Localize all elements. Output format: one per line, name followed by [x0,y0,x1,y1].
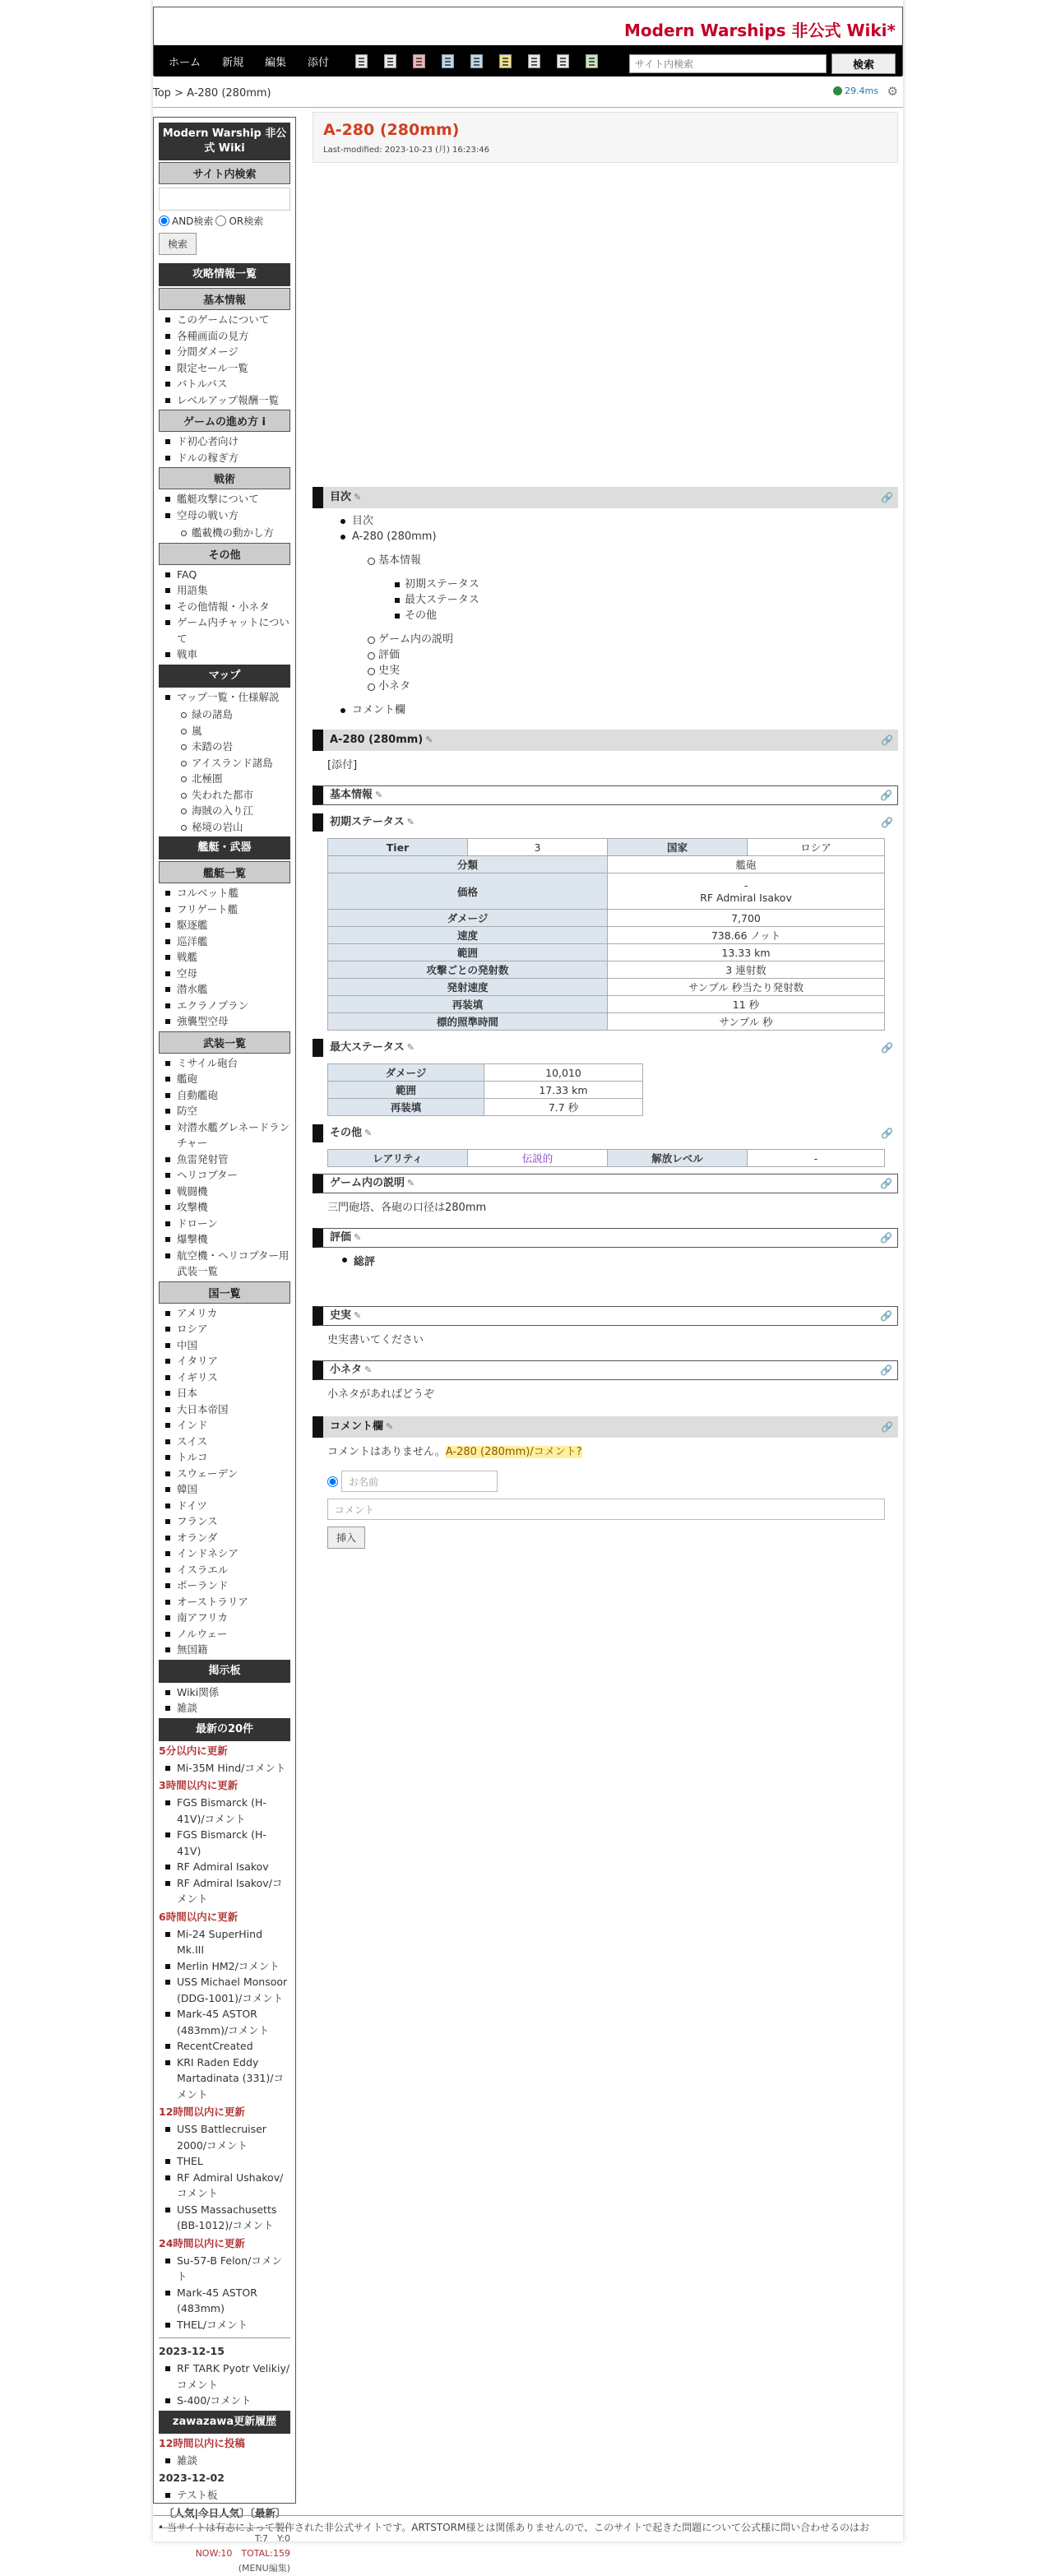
sidebar-link[interactable]: マップ一覧・仕様解説 [159,689,290,706]
sidebar-link[interactable]: 魚雷発射管 [159,1151,290,1168]
board-list [159,1684,290,1717]
sidebar-link[interactable]: 強襲型空母 [159,1013,290,1030]
sidebar-link[interactable]: イスラエル [159,1562,290,1578]
edit-pencil-icon[interactable]: ✎ [407,1178,415,1188]
sidebar-link[interactable]: 用語集 [159,582,290,599]
sidebar-link[interactable]: フリゲート艦 [159,901,290,918]
ship-list [159,885,290,1030]
sidebar-link[interactable]: 戦艦 [159,949,290,966]
edit-pencil-icon[interactable]: ✎ [375,790,383,800]
sidebar-link[interactable]: ヘリコプター [159,1167,290,1184]
sidebar-link[interactable]: アイスランド諸島 [159,755,290,771]
recent-group-label: 5分以内に更新 [159,1744,228,1757]
stat-value: サンプル 秒当たり発射数 [608,979,885,996]
sidebar-link[interactable]: 緑の諸島 [159,707,290,723]
zawa-date-list [159,2487,290,2504]
recent-link[interactable]: FGS Bismarck (H-41V) [159,1827,290,1859]
sidebar-link[interactable]: トルコ [159,1449,290,1466]
stat-value: サンプル 秒 [608,1013,885,1031]
link-icon[interactable]: 🔗 [881,1128,893,1139]
basic-heading: 基本情報 ✎ 🔗 [313,785,898,805]
nav-edit[interactable]: 編集 [265,56,287,69]
link-icon[interactable]: 🔗 [881,1042,893,1054]
edit-pencil-icon[interactable]: ✎ [364,1364,373,1375]
table-row [328,873,885,910]
recent-list [159,1760,290,1777]
edit-pencil-icon[interactable]: ✎ [354,1310,362,1321]
other-heading: その他 ✎ 🔗 [313,1124,898,1142]
weapon-title: 武装一覧 [159,1031,290,1054]
table-row [328,1099,643,1116]
sidebar-link[interactable]: 南アフリカ [159,1610,290,1626]
freeze-icon[interactable] [499,54,512,68]
link-icon[interactable]: 🔗 [881,492,893,503]
stat-value: 13.33 km [608,944,885,961]
toc-item[interactable]: 目次 [313,513,898,529]
stat-label: 再装填 [328,1099,484,1116]
comment-page-link[interactable]: A-280 (280mm)/コメント? [445,1446,582,1458]
toc-item[interactable]: A-280 (280mm) 基本情報 初期ステータス 最大ステータス その他 ゲーム内の説明 評価 史実 小ネタ [313,529,898,694]
recent-link[interactable]: RF Admiral Isakov [159,1859,290,1875]
or-label: OR検索 [229,215,264,227]
toc-heading: 目次 ✎ 🔗 [313,487,898,508]
sidebar-link[interactable]: フランス [159,1513,290,1530]
price-ship-link[interactable]: RF Admiral Isakov [700,891,792,904]
sidebar-link[interactable]: 爆撃機 [159,1231,290,1248]
footer-note: • 当サイトは有志によって製作された非公式サイトです。ARTSTORM様とは関係ありませんので、このサイトで起きた問題について公式様に問い合わせるのはお [158,2522,870,2533]
other-title: その他 [159,543,290,565]
toc-item[interactable]: コメント欄 [313,702,898,718]
sidebar-link[interactable]: 秘境の岩山 [159,819,290,836]
stat-value: 11 秒 [608,996,885,1013]
edit-pencil-icon[interactable]: ✎ [354,1232,362,1243]
page-icon[interactable] [355,54,368,68]
sidebar-link[interactable]: バトルパス [159,376,290,392]
history-heading: 史実 ✎ 🔗 [313,1306,898,1326]
sidebar-link[interactable]: ロシア [159,1321,290,1337]
search-page-icon[interactable] [557,54,569,68]
recent-groups [159,1743,290,2333]
recent-link[interactable]: USS Michael Monsoor (DDG-1001)/コメント [159,1974,290,2006]
sidebar-link[interactable]: 中国 [159,1337,290,1354]
eval-item: 総評 [313,1248,898,1272]
recent-link[interactable]: Mark-45 ASTOR (483mm) [159,2285,290,2317]
table-row [328,1064,643,1082]
recent-link[interactable]: RecentCreated [159,2038,290,2055]
sidebar-link[interactable]: ミサイル砲台 [159,1055,290,1072]
stat-label: 速度 [328,927,608,944]
sidebar-link[interactable]: 北極圏 [159,771,290,787]
recent-link[interactable]: Mi-35M Hind/コメント [159,1760,290,1777]
edit-pencil-icon[interactable]: ✎ [354,492,362,503]
comment-heading: コメント欄 ✎ 🔗 [313,1416,898,1438]
desc-text: 三門砲塔、各砲の口径は280mm [327,1202,487,1214]
stat-value: 艦砲 [608,856,885,873]
trivia-text: 小ネタがあればどうぞ [327,1388,435,1401]
main-heading: A-280 (280mm) ✎ 🔗 [313,730,898,751]
eval-heading: 評価 ✎ 🔗 [313,1228,898,1248]
recent-link[interactable]: THEL/コメント [159,2317,290,2333]
counter-total: NOW:10 TOTAL:159 [195,2547,290,2559]
recent-list [159,2121,290,2234]
basic-list [159,312,290,408]
list-icon[interactable] [528,54,540,68]
map-sub-list [159,707,290,835]
toc-item[interactable]: その他 [378,608,898,623]
site-header [153,7,903,76]
edit-pencil-icon[interactable]: ✎ [364,1128,373,1138]
stat-value: 7,700 [608,910,885,927]
sidebar-link[interactable]: スウェーデン [159,1466,290,1482]
nation-value: ロシア [748,839,885,856]
weapon-list [159,1055,290,1280]
edit-pencil-icon[interactable]: ✎ [406,817,415,827]
stat-value: 738.66 ノット [608,927,885,944]
progress-title: ゲームの進め方 i [159,410,290,432]
popular-links[interactable]: 〔人気|今日人気〕〔最新〕 [164,2506,286,2519]
unlock-value: - [748,1150,885,1167]
sidebar-link[interactable]: ノルウェー [159,1626,290,1642]
sidebar-link[interactable]: ドローン [159,1216,290,1232]
sidebar-link[interactable]: S-400/コメント [159,2393,290,2409]
stat-value: 7.7 秒 [484,1099,643,1116]
rarity-value: 伝説的 [468,1150,608,1167]
recent-group-label: 6時間以内に更新 [159,1910,239,1923]
sidebar-link[interactable]: 自動艦砲 [159,1087,290,1104]
name-input[interactable]: お名前 [341,1471,498,1492]
sidebar-link[interactable]: 無国籍 [159,1642,290,1658]
sidebar-link[interactable]: 航空機・ヘリコプター用武装一覧 [159,1248,290,1280]
price-value: - [743,878,748,892]
sidebar-link[interactable]: ドルの稼ぎ方 [159,450,290,466]
toc-item[interactable]: 史実 [352,663,898,679]
page-title[interactable]: A-280 (280mm) [323,121,460,139]
link-icon[interactable]: 🔗 [881,1421,893,1433]
toc-item[interactable]: 小ネタ [352,679,898,694]
search-button[interactable]: 検索 [831,53,896,74]
tactics-sub-list [159,525,290,541]
sidebar-link[interactable]: アメリカ [159,1305,290,1322]
desc-heading: ゲーム内の説明 ✎ 🔗 [313,1174,898,1193]
main-content [313,112,898,1549]
sidebar-link[interactable]: 大日本帝国 [159,1402,290,1418]
initial-heading: 初期ステータス ✎ 🔗 [313,813,898,832]
sidebar-link[interactable]: ゲーム内チャットについて [159,614,290,646]
recent-link[interactable]: KRI Raden Eddy Martadinata (331)/コメント [159,2055,290,2103]
other-list [159,567,290,663]
search-input[interactable] [629,54,827,73]
recent-link[interactable]: Mark-45 ASTOR (483mm)/コメント [159,2006,290,2038]
zawa-list [159,2453,290,2469]
stat-label: 発射速度 [328,979,608,996]
sidebar-link[interactable]: 対潜水艦グレネードランチャー [159,1119,290,1151]
nav-home[interactable]: ホーム [169,56,201,69]
sidebar-link[interactable]: 雑談 [159,2453,290,2469]
sidebar-link[interactable]: このゲームについて [159,312,290,328]
sidebar-link[interactable]: RF TARK Pyotr Velikiy/コメント [159,2361,290,2393]
link-icon[interactable]: 🔗 [880,1364,892,1376]
sidebar-link[interactable]: 空母の戦い方 [159,507,290,524]
nation-list [159,1305,290,1658]
map-title[interactable]: マップ [159,665,290,688]
recent-list [159,2253,290,2333]
max-table [327,1063,643,1116]
initial-table [327,838,885,1031]
rename-icon[interactable] [413,54,425,68]
old-date: 2023-12-15 [159,2345,225,2357]
sidebar [153,117,296,2574]
sidebar-link[interactable]: 未踏の岩 [159,739,290,755]
stat-label: 価格 [328,873,608,910]
attack-title[interactable]: 攻略情報一覧 [159,263,290,286]
tier-value: 3 [468,839,608,856]
table-row [328,1013,885,1031]
nation-label: 国家 [608,839,748,856]
toc-item[interactable]: 評価 [352,647,898,663]
page-header [313,112,898,163]
sidebar-link[interactable]: 日本 [159,1385,290,1402]
tactics-list [159,491,290,523]
table-row [328,927,885,944]
stat-label: 範囲 [328,1082,484,1099]
timing-value: 29.4ms [845,86,878,96]
sidebar-link[interactable]: スイス [159,1434,290,1450]
max-heading: 最大ステータス ✎ 🔗 [313,1039,898,1057]
sidebar-link[interactable]: 戦闘機 [159,1184,290,1200]
ad-space [313,163,898,479]
link-icon[interactable]: 🔗 [880,1310,892,1322]
stat-value: 3 連射数 [608,961,885,979]
sidebar-link[interactable]: ド初心者向け [159,433,290,450]
sidebar-link[interactable]: 分間ダメージ [159,344,290,360]
sidebar-search-button[interactable]: 検索 [159,233,197,255]
old-list [159,2361,290,2409]
nav-new[interactable]: 新規 [222,56,244,69]
nav-attach[interactable]: 添付 [308,56,330,69]
stat-label: 再装填 [328,996,608,1013]
edit-pencil-icon[interactable]: ✎ [386,1421,394,1432]
stat-label: ダメージ [328,910,608,927]
history-text: 史実書いてください [327,1334,424,1346]
table-row [328,856,885,873]
sidebar-link[interactable]: 防空 [159,1103,290,1119]
sidebar-link[interactable]: Wiki関係 [159,1684,290,1701]
table-row [328,910,885,927]
sidebar-link[interactable]: 艦砲 [159,1071,290,1087]
status-dot-icon [833,86,842,95]
sidebar-link[interactable]: エクラノプラン [159,998,290,1014]
sidebar-link[interactable]: 艦艇攻撃について [159,491,290,507]
edit-pencil-icon[interactable]: ✎ [425,734,433,745]
ship-weapon-title[interactable]: 艦艇・武器 [159,836,290,859]
sidebar-link[interactable]: 艦載機の動かし方 [159,525,290,541]
recent-group-label: 3時間以内に更新 [159,1779,239,1791]
or-radio[interactable] [215,215,226,226]
recent-link[interactable]: RF Admiral Ushakov/コメント [159,2170,290,2202]
menu-edit-link[interactable]: (MENU編集) [238,2562,290,2574]
sidebar-link[interactable]: 雑談 [159,1700,290,1717]
table-row [328,979,885,996]
sidebar-search-title: サイト内検索 [159,162,290,184]
zawa-title[interactable]: zawazawa更新履歴 [159,2411,290,2434]
table-row [328,1082,643,1099]
recent-group-label: 12時間以内に更新 [159,2106,245,2118]
unlock-label: 解放レベル [608,1150,748,1167]
table-row [328,961,885,979]
recent-list [159,1795,290,1907]
no-comment: コメントはありません。A-280 (280mm)/コメント? [327,1446,582,1458]
recent-link[interactable]: USS Battlecruiser 2000/コメント [159,2121,290,2153]
divider [153,2515,903,2516]
site-title[interactable]: Modern Warships 非公式 Wiki* [624,21,896,40]
nav-bar [154,45,902,76]
breadcrumb[interactable]: Top > A-280 (280mm) [153,87,271,100]
sidebar-link[interactable]: 攻撃機 [159,1199,290,1216]
stat-label: 分類 [328,856,608,873]
sidebar-wiki-title[interactable]: Modern Warship 非公式 Wiki [159,123,290,160]
sidebar-link[interactable]: コルベット艦 [159,885,290,901]
recent-link[interactable]: RF Admiral Isakov/コメント [159,1875,290,1907]
recent-link[interactable]: THEL [159,2153,290,2170]
timing [833,86,878,96]
link-icon[interactable]: 🔗 [880,790,892,801]
sidebar-link[interactable]: 各種画面の見方 [159,328,290,345]
gear-icon[interactable]: ⚙ [887,84,898,99]
table-row [328,944,885,961]
tier-label: Tier [328,839,468,856]
stat-value [608,873,885,910]
link-icon[interactable]: 🔗 [881,734,893,746]
sidebar-link[interactable]: ポーランド [159,1578,290,1594]
recent-link[interactable]: USS Massachusetts (BB-1012)/コメント [159,2202,290,2234]
zawa-cat: 12時間以内に投稿 [159,2436,245,2449]
trivia-heading: 小ネタ ✎ 🔗 [313,1360,898,1380]
toc-item[interactable]: ゲーム内の説明 [352,632,898,647]
table-row [328,996,885,1013]
sidebar-link[interactable]: 潜水艦 [159,981,290,998]
recent-title[interactable]: 最新の20件 [159,1718,290,1741]
sidebar-link[interactable]: オーストラリア [159,1594,290,1610]
sidebar-link[interactable]: 韓国 [159,1481,290,1498]
recent-list [159,1926,290,2103]
toc [313,508,898,721]
insert-button[interactable]: 挿入 [327,1527,365,1549]
link-icon[interactable]: 🔗 [880,1232,892,1244]
sidebar-link[interactable]: 空母 [159,966,290,982]
sidebar-link[interactable]: その他情報・小ネタ [159,599,290,615]
sidebar-link[interactable]: 嵐 [159,723,290,739]
last-modified: Last-modified: 2023-10-23 (月) 16:23:46 [323,146,489,155]
sidebar-link[interactable]: テスト板 [159,2487,290,2504]
sidebar-link[interactable]: 限定セール一覧 [159,360,290,377]
recent-link[interactable]: Merlin HM2/コメント [159,1958,290,1975]
toc-item[interactable]: 初期ステータス [378,577,898,592]
stat-value: 17.33 km [484,1082,643,1099]
board-title[interactable]: 掲示板 [159,1660,290,1683]
toc-item[interactable]: 最大ステータス [378,592,898,608]
recent-group-label: 24時間以内に更新 [159,2236,245,2249]
stat-label: 標的照準時間 [328,1013,608,1031]
counter-today: T:7 Y:0 [254,2532,290,2544]
sidebar-link[interactable]: 戦車 [159,646,290,663]
tactics-title: 戦術 [159,467,290,489]
rarity-label: レアリティ [328,1150,468,1167]
basic-title: 基本情報 [159,288,290,310]
stat-label: 攻撃ごとの発射数 [328,961,608,979]
sidebar-link[interactable]: FAQ [159,567,290,583]
zawa-date: 2023-12-02 [159,2472,225,2484]
sidebar-search-input[interactable] [159,188,290,211]
sidebar-link[interactable]: ドイツ [159,1498,290,1514]
link-icon[interactable]: 🔗 [880,1178,892,1189]
link-icon[interactable]: 🔗 [881,817,893,828]
progress-list [159,433,290,466]
edit-pencil-icon[interactable]: ✎ [406,1042,415,1053]
divider [153,107,903,108]
backup-icon[interactable] [470,54,483,68]
nation-title: 国一覧 [159,1281,290,1304]
help-icon[interactable] [586,54,598,68]
copy-icon[interactable] [384,54,396,68]
map-list [159,689,290,706]
sidebar-link[interactable]: オランダ [159,1530,290,1546]
and-label: AND検索 [172,215,214,227]
sidebar-link[interactable]: 失われた都市 [159,787,290,804]
sidebar-link[interactable]: 巡洋艦 [159,934,290,950]
comment-input[interactable]: コメント [327,1499,885,1520]
recent-link[interactable]: FGS Bismarck (H-41V)/コメント [159,1795,290,1827]
sidebar-link[interactable]: インド [159,1417,290,1434]
recent-link[interactable]: Su-57-B Felon/コメント [159,2253,290,2285]
sidebar-link[interactable]: 駆逐艦 [159,917,290,934]
name-radio[interactable] [327,1476,338,1487]
sidebar-link[interactable]: イギリス [159,1369,290,1386]
stat-label: ダメージ [328,1064,484,1082]
sidebar-link[interactable]: 海賊の入り江 [159,803,290,819]
other-table [327,1149,885,1167]
sidebar-link[interactable]: イタリア [159,1353,290,1369]
attach-link[interactable]: [添付] [327,759,358,771]
sidebar-link[interactable]: レベルアップ報酬一覧 [159,392,290,409]
sidebar-link[interactable]: インドネシア [159,1545,290,1562]
stat-value: 10,010 [484,1064,643,1082]
toc-item[interactable]: 基本情報 初期ステータス 最大ステータス その他 [352,553,898,623]
ship-list-title: 艦艇一覧 [159,861,290,883]
stat-label: 範囲 [328,944,608,961]
diff-icon[interactable] [442,54,454,68]
and-radio[interactable] [159,215,169,226]
recent-link[interactable]: Mi-24 SuperHind Mk.III [159,1926,290,1958]
